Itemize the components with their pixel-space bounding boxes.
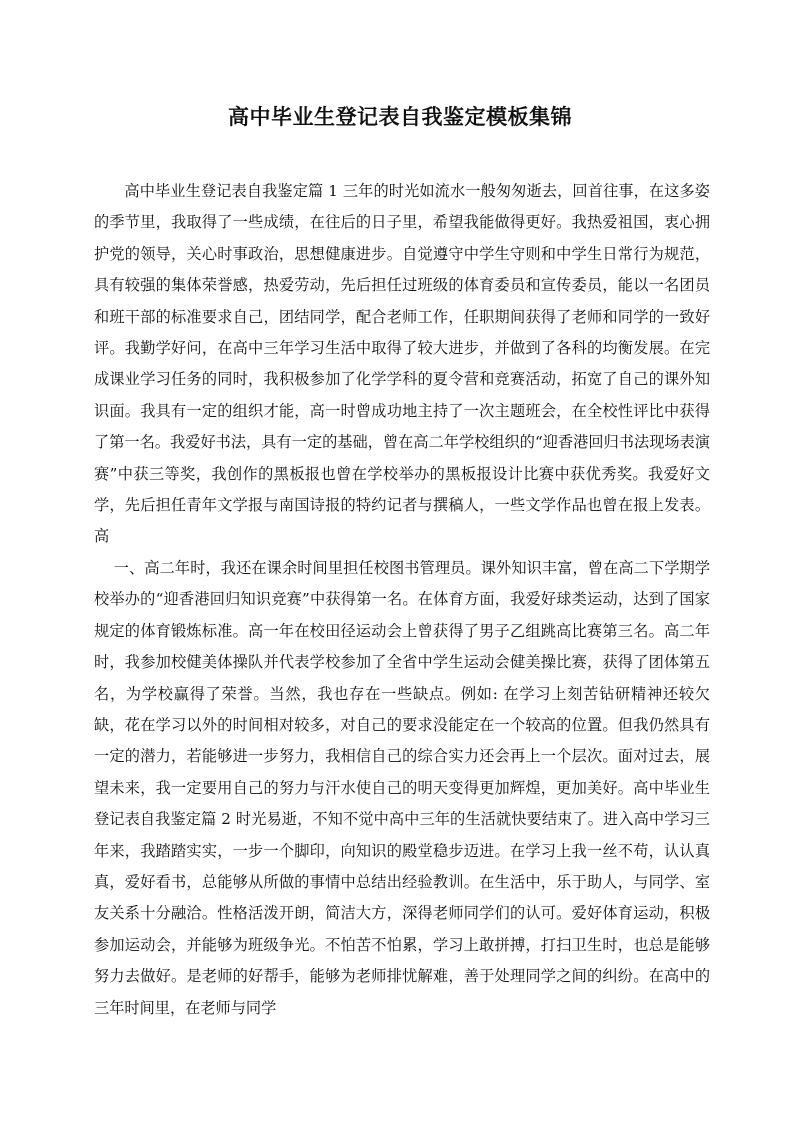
document-body [94,176,710,1024]
body-paragraph-2: 一、高二年时，我还在课余时间里担任校图书管理员。课外知识丰富，曾在高二下学期学校举办的“迎香港回归知识竞赛”中获得第一名。在体育方面，我爱好球类运动，达到了国家规定的体育锻炼标准。高一年在校田径运动会上曾获得了男子乙组跳高比赛第三名。高二年时，我参加校健美体操队并代表学校参加了全省中学生运动会健美操比赛，获得了团体第五名，为学校赢得了荣誉。当然，我也存在一些缺点。例如: 在学习上刻苦钻研精神还较欠缺，花在学习以外的时间相对较多，对自己的要求没能定在一个较高的位置。但我仍然具有一定的潜力，若能够进一步努力，我相信自己的综合实力还会再上一个层次。面对过去，展望未来，我一定要用自己的努力与汗水使自己的明天变得更加辉煌，更加美好。高中毕业生登记表自我鉴定篇 2 时光易逝，不知不觉中高中三年的生活就快要结束了。进入高中学习三年来，我踏踏实实，一步一个脚印，向知识的殿堂稳步迈进。在学习上我一丝不苟，认认真真，爱好看书，总能够从所做的事情中总结出经验教训。在生活中，乐于助人，与同学、室友关系十分融洽。性格活泼开朗，简洁大方，深得老师同学们的认可。爱好体育运动，积极参加运动会，并能够为班级争光。不怕苦不怕累，学习上敢拼搏，打扫卫生时，也总是能够努力去做好。是老师的好帮手，能够为老师排忧解难，善于处理同学之间的纠纷。在高中的三年时间里，在老师与同学 [94,558,710,1017]
body-paragraph-1: 高中毕业生登记表自我鉴定篇 1 三年的时光如流水一般匆匆逝去，回首往事，在这多姿的季节里，我取得了一些成绩，在往后的日子里，希望我能做得更好。我热爱祖国，衷心拥护党的领导，关心时事政治，思想健康进步。自觉遵守中学生守则和中学生日常行为规范，具有较强的集体荣誉感，热爱劳动，先后担任过班级的体育委员和宣传委员，能以一名团员和班干部的标准要求自己，团结同学，配合老师工作，任职期间获得了老师和同学的一致好评。我勤学好问，在高中三年学习生活中取得了较大进步，并做到了各科的均衡发展。在完成课业学习任务的同时，我积极参加了化学学科的夏令营和竞赛活动，拓宽了自己的课外知识面。我具有一定的组织才能，高一时曾成功地主持了一次主题班会，在全校性评比中获得了第一名。我爱好书法，具有一定的基础，曾在高二年学校组织的“迎香港回归书法现场表演赛”中获三等奖，我创作的黑板报也曾在学校举办的黑板报设计比赛中获优秀奖。我爱好文学，先后担任青年文学报与南国诗报的特约记者与撰稿人，一些文学作品也曾在报上发表。高 [94,182,710,546]
document-title: 高中毕业生登记表自我鉴定模板集锦 [228,105,572,129]
